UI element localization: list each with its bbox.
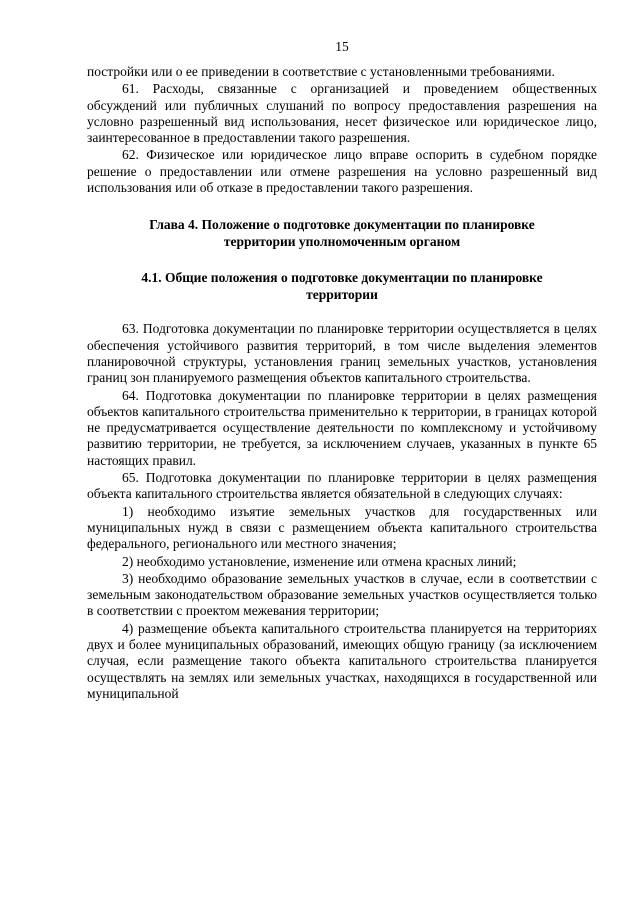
- list-item-2: 2) необходимо установление, изменение или отмена красных линий;: [122, 553, 517, 569]
- chapter-heading-line-1: Глава 4. Положение о подготовке документации по планировке: [149, 217, 535, 233]
- page-number: 15: [335, 39, 349, 54]
- document-body: [87, 64, 597, 703]
- paragraph-62: 62. Физическое или юридическое лицо вправе оспорить в судебном порядке решение о предоставлении или отмене разрешения на условно разрешенный вид использования или об отказе в предоставлении такого разрешения.: [87, 147, 597, 196]
- list-item-1: 1) необходимо изъятие земельных участков для государственных или муниципальных нужд в связи с размещением объекта капитального строительства федерального, регионального или местного значения;: [87, 503, 597, 552]
- paragraph-64: 64. Подготовка документации по планировке территории в целях размещения объектов капитального строительства применительно к территории, в границах которой не предусматривается осуществление деятельности по комплексному и устойчивому развитию территории, не требуется, за исключением случаев, указанных в пункте 65 настоящих правил.: [87, 387, 597, 468]
- paragraph-continuation: постройки или о ее приведении в соответствие с установленными требованиями.: [87, 64, 555, 79]
- list-item-4: 4) размещение объекта капитального строительства планируется на территориях двух и более муниципальных образований, имеющих общую границу (за исключением случая, если размещение такого объекта капитального строительства планируется осуществлять на землях или земельных участках, находящихся в государственной или муниципальной: [87, 620, 597, 701]
- paragraph-61: 61. Расходы, связанные с организацией и проведением общественных обсуждений или публичных слушаний по вопросу предоставления разрешения на условно разрешенный вид использования, несет физическое или юридическое лицо, заинтересованное в предоставлении такого разрешения.: [87, 81, 597, 146]
- section-heading-line-2: территории: [306, 287, 378, 303]
- chapter-heading-line-2: территории уполномоченным органом: [223, 234, 461, 250]
- section-heading-line-1: 4.1. Общие положения о подготовке документации по планировке: [141, 270, 543, 286]
- paragraph-65: 65. Подготовка документации по планировке территории в целях размещения объекта капитального строительства является обязательной в следующих случаях:: [87, 470, 597, 502]
- section-heading: [117, 269, 567, 303]
- list-item-3: 3) необходимо образование земельных участков в случае, если в соответствии с земельным законодательством образование земельных участков осуществляется только в соответствии с проектом межевания территории;: [87, 570, 597, 619]
- chapter-heading: [107, 216, 577, 250]
- paragraph-63: 63. Подготовка документации по планировке территории осуществляется в целях обеспечения устойчивого развития территорий, в том числе выделения элементов планировочной структуры, установления границ земельных участков, установления границ зон планируемого размещения объектов капитального строительства.: [87, 321, 597, 386]
